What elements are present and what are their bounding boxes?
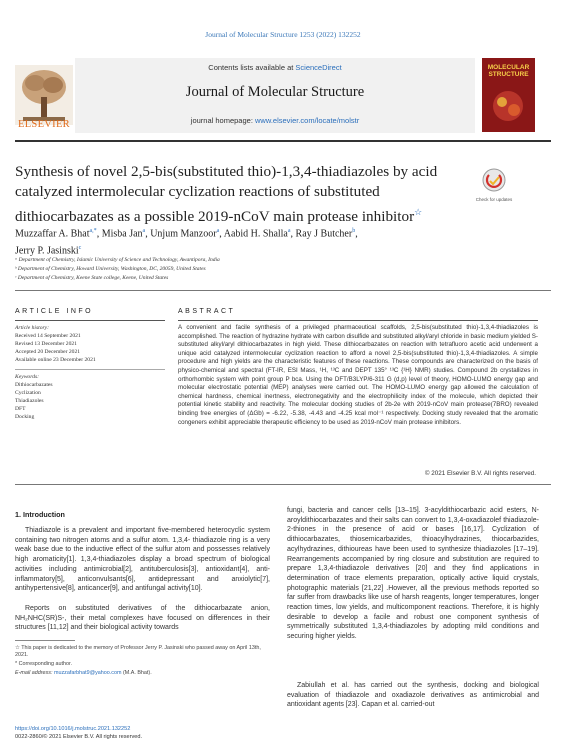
keywords-label: Keywords: [15,374,40,380]
email-label: E-mail address: [15,670,54,676]
keyword: Dithiocarbazates [15,382,53,388]
doi-link[interactable]: https://doi.org/10.1016/j.molstruc.2021.132252 [15,726,131,732]
issn-line: 0022-2860/© 2021 Elsevier B.V. All rights reserved. [15,734,143,740]
article-title [15,162,460,227]
author-sup[interactable]: a [216,228,220,234]
affiliation-divider [15,290,551,291]
email-footnote [15,670,275,677]
author-sup[interactable]: a [142,228,146,234]
intro-paragraph-2: Reports on substituted derivatives of the dithiocarbazate anion, NH₂NHC(SR)S-, their metal complexes have focused on differences in their structures [11,12] and their biological activity towards [15,605,270,632]
contents-prefix: Contents lists available at [208,63,296,72]
sciencedirect-link[interactable]: ScienceDirect [295,63,342,72]
cover-title: MOLECULAR STRUCTURE [487,64,530,78]
intro-right-paragraph-1: fungi, bacteria and cancer cells [13–15]. 3-acyldithiocarbazic acid esters, N-aroyldithiocarbazates and their salts can convert to 1,3,4-oxadiazolef thiadiazole-2-thiones in the presence of acid or bases [16,17]. Cyclization of dithiocarbazates, thiosemicarbazides, thioacylhydrazines, thiocarbazides, acylhydrazines, dithioureas have been used to synthesize thiadiazoles [17–19]. Rearrangements accompanied by ring closure and substitution are required to prepare 1,3,4-thiadiazole derivatives [20] and they find applications in determination of trace elements preparation, optically active liquid crystals, photographic materials [21,22] .However, all the previous methods reported so far suffer from drawbacks like use of harsh reagents, longer temperatures, longer reaction times, low yields, and multicomponent reactions. Therefore, it is highly desirable to develop a facile and robust one component synthesis of symmetrically substituted 1,3,4-thiadiazoles by adopting mild conditions and securing higher yields. [287,507,539,641]
section-heading-introduction: 1. Introduction [15,510,65,519]
intro-right-paragraph-2: Zabiullah et al. has carried out the synthesis, docking and biological evaluation of thiadiazole and oxadiazole derivatives as antimicrobial and antioxidant agents [23]. Capan et al. carried-out [287,682,539,709]
abstract-heading: ABSTRACT [178,308,236,315]
intro-paragraph-1: Thiadiazole is a prevalent and important five-membered heterocyclic system containing two nitrogen atoms and a sulfur atom. 1,3,4- thiadiazole ring is a very weak base due to the inductive effect of the sulfur atom and possesses relatively high aromaticity[1]. 1,3,4-thiadiazoles display a broad spectrum of biological activities including antimicrobial[2], antituberculosis[3], antioxidant[4], anti-inflammatory[5], anticonvulsants[6], antidepressant and anxiolytic[7], antihypertensive[8], anticancer[9], and antifungal activity[10]. [15,527,270,593]
article-info-heading: ARTICLE INFO [15,308,94,315]
author-name[interactable]: Ray J Butcher [295,228,353,240]
affiliation: ᵃ Department of Chemistry, Islamic University of Science and Technology, Awantipora, India [15,257,220,263]
title-line: catalyzed intermolecular cyclization reactions of substituted [15,183,380,200]
history-received: Received 14 September 2021 [15,333,81,339]
history-label: Article history: [15,325,50,331]
title-line-text: dithiocarbazates as a possible 2019-nCoV main protease inhibitor [15,208,415,226]
author-sup[interactable]: c [78,245,82,252]
title-line: Synthesis of novel 2,5-bis(substituted thio)-1,3,4-thiadiazoles by acid [15,163,438,180]
authors-line-1: Muzzaffar A. Bhat$^{a,*}$, Misba Jan$^a$, Unjum Manzoor$^a$, Aabid H. Shalla$^a$, Ray J Butcher$^b$, [15,228,358,240]
contents-line [75,63,475,72]
keyword: Thiadiazoles [15,398,44,404]
journal-homepage [75,116,475,125]
history-online: Available online 23 December 2021 [15,357,96,363]
keywords-rule [15,369,165,370]
keyword: Cyclization [15,390,41,396]
author-name[interactable]: Misba Jan [101,228,143,240]
author-sup[interactable]: a,* [89,228,97,234]
homepage-prefix: journal homepage: [190,116,255,125]
keyword: DFT [15,406,26,412]
footnote-rule [15,640,75,641]
journal-citation[interactable]: Journal of Molecular Structure 1253 (2022) 132252 [205,30,361,39]
keyword: Docking [15,414,35,420]
affiliation: ᶜ Department of Chemistry, Keene State college, Keene, United States [15,275,169,281]
journal-title: Journal of Molecular Structure [185,84,365,100]
author-list [15,224,535,259]
journal-cover-image[interactable] [482,58,535,132]
homepage-link[interactable]: www.elsevier.com/locate/molstr [255,116,360,125]
author-sup[interactable]: b [352,228,356,234]
cover-art-icon [488,86,529,126]
author-name[interactable]: Unjum Manzoor [150,228,217,240]
check-for-updates-label: Check for updates [475,197,513,202]
history-revised: Revised 13 December 2021 [15,341,77,347]
affiliation: ᵇ Department of Chemistry, Howard University, Washington, DC, 20059, United States [15,266,206,272]
abstract-divider [15,484,551,485]
article-info-rule [15,320,165,321]
email-suffix: (M.A. Bhat). [121,670,152,676]
author-name[interactable]: Aabid H. Shalla [223,228,288,240]
abstract-text: A convenient and facile synthesis of a privileged pharmaceutical scaffolds, 2,5-bis(substituted thio)-1,3,4-thiadiazoles is accomplished. The reaction of hydrazine hydrate with carbon disulfide and substituted alkyl/aryl chloride in basic medium yielded S-substituted alkyl/aryl dithiocarbazates in high yield. These dithiocarbazates on reaction with tetrafluoro acetic acid underwent a unique acid catalyzed intermolecular cyclization reaction to afford a novel 2,5-bis(substituted thio)-1,3,4-thiadiazoles. A simple procedure and high yields are the characteristic features of these reactions. These compounds are characterized on the basis of physico-chemical and spectral (FT-IR, ESI Mass, ¹H, ¹³C and DEPT 135° ¹³C {¹H} NMR) studies. Compound 2b crystallizes in orthorhombic system with point group P bca. Using the DFT/B3LYP/6-311 G (d,p) level of theory, HOMO-LUMO energy gap and molecular electrostatic potential (MEP) analyses were carried out. The HOMO-LUMO energy gap allowed the calculation of chemical hardness, chemical inertness, electronegativity and the electrophilicity index of the molecule, which depicted their potential kinetic stability and reactivity. The molecular docking studies of 2b-2e with 2019-nCoV main protease(7BRO) revealed binding free energies of (ΔGb) = -6.22, -5.38, -4.43 and -4.25 kcal mol⁻¹ respectively. Docking study revealed that the aromatic congeners exhibit appreciable therapeutic efficiency to be used as 2019-nCoV main protease inhibitors. [178,324,538,426]
check-for-updates-icon[interactable] [481,167,507,195]
header-divider [15,140,551,142]
author-name[interactable]: Muzzaffar A. Bhat [15,228,90,240]
email-link[interactable]: muzzafarbhat9@yahoo.com [53,670,122,676]
author-name[interactable]: Jerry P. Jasinski [15,245,79,257]
history-accepted: Accepted 20 December 2021 [15,349,81,355]
dedication-footnote: ☆ This paper is dedicated to the memory of Professor Jerry P. Jasinski who passed away on April 13th, 2021. [15,645,261,658]
abstract-copyright: © 2021 Elsevier B.V. All rights reserved. [424,470,536,477]
title-footnote-star[interactable]: ☆ [414,207,423,217]
corresponding-footnote: * Corresponding author. [15,661,72,667]
author-sup[interactable]: a [287,228,291,234]
abstract-rule [178,320,538,321]
elsevier-logo-text: ELSEVIER [18,119,70,130]
